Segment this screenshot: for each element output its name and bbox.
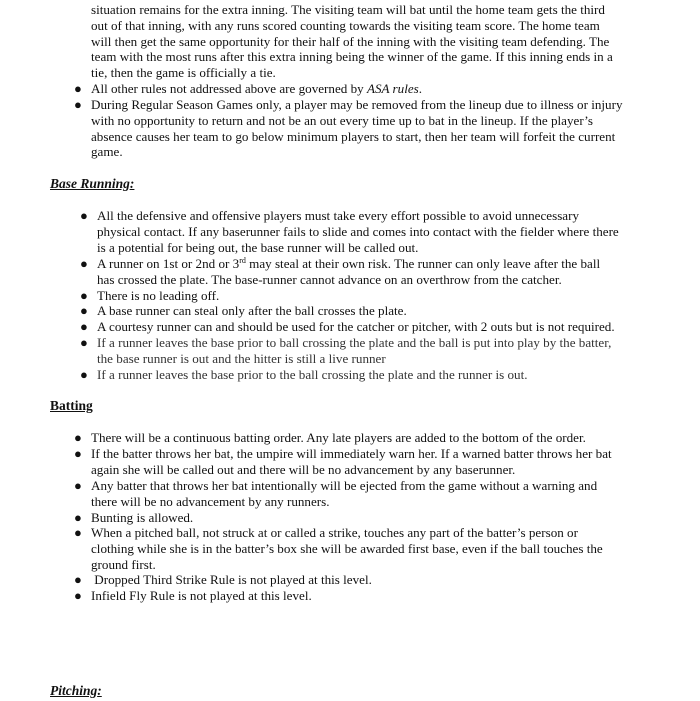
bullet-icon: ● [80, 208, 88, 223]
text-line: absence causes her team to go below minimum players to start, then her team will forfeit the current [91, 128, 616, 144]
text-line: tie, then the game is officially a tie. [91, 65, 276, 81]
list-item [97, 208, 619, 255]
list-item [97, 288, 219, 304]
text-line: Any batter that throws her bat intentionally will be ejected from the game without a warning and [91, 478, 598, 493]
list-item [97, 319, 615, 335]
text-line: again she will be called out and there will be no advancement by any baserunner. [91, 461, 516, 477]
asa-rules-emphasis: ASA rules [366, 81, 419, 96]
list-item [91, 81, 422, 97]
text-line: situation remains for the extra inning. The visiting team will bat until the home team gets the third [91, 2, 605, 17]
asa-rules-text: All other rules not addressed above are governed by [91, 81, 367, 96]
text-line: ground first. [91, 556, 156, 572]
text-line: A base runner can steal only after the ball crosses the plate. [97, 303, 407, 318]
list-item [97, 256, 600, 288]
bullet-icon: ● [74, 588, 82, 603]
text-line: is a potential for being out, the base runner will be called out. [97, 239, 419, 255]
bullet-icon: ● [80, 288, 88, 303]
list-item [91, 430, 586, 446]
text-line: A courtesy runner can and should be used for the catcher or pitcher, with 2 outs but is not required. [97, 319, 615, 334]
bullet-icon: ● [74, 97, 82, 112]
list-item [91, 478, 597, 510]
text-line: the base runner is out and the hitter is still a live runner [97, 350, 386, 366]
text-line: Bunting is allowed. [91, 510, 194, 525]
text-line: When a pitched ball, not struck at or called a strike, touches any part of the batter’s person or [91, 525, 578, 540]
bullet-icon: ● [80, 335, 88, 350]
bullet-icon: ● [74, 510, 82, 525]
pitching-heading: Pitching: [50, 683, 102, 698]
text-line: has crossed the plate. The base-runner cannot advance on an overthrow from the catcher. [97, 271, 562, 287]
text-line: If a runner leaves the base prior to ball crossing the plate and the ball is put into play by the batter, [97, 335, 612, 350]
text-line: All the defensive and offensive players must take every effort possible to avoid unnecessary [97, 208, 580, 223]
list-item [91, 588, 312, 604]
text-line: Dropped Third Strike Rule is not played at this level. [91, 572, 372, 587]
extra-inning-paragraph [91, 2, 613, 81]
text-line: During Regular Season Games only, a player may be removed from the lineup due to illness or injury [91, 97, 623, 112]
text-line: with no opportunity to return and not be an out every time up to bat in the lineup. If the player’s [91, 112, 593, 128]
text-line: There will be a continuous batting order. Any late players are added to the bottom of the order. [91, 430, 586, 445]
list-item [91, 97, 623, 160]
list-item [91, 446, 612, 478]
list-item [97, 303, 407, 319]
text-line: If a runner leaves the base prior to the ball crossing the plate and the runner is out. [97, 367, 528, 382]
bullet-icon: ● [74, 572, 82, 587]
bullet-icon: ● [74, 81, 82, 96]
text-line: If the batter throws her bat, the umpire will immediately warn her. If a warned batter throws her bat [91, 446, 612, 461]
bullet-icon: ● [74, 478, 82, 493]
text-line: there will be no advancement by any runners. [91, 493, 330, 509]
text-line: out of that inning, with any runs scored counting towards the visiting team score. The home team [91, 17, 600, 33]
text-line: physical contact. If any baserunner fails to slide and comes into contact with the fielder where there [97, 223, 619, 239]
list-item [97, 367, 528, 383]
list-item [91, 510, 193, 526]
ordinal-suffix: rd [239, 256, 246, 265]
bullet-icon: ● [80, 367, 88, 382]
punctuation: . [418, 81, 423, 96]
base-running-heading: Base Running: [50, 176, 135, 191]
list-item [91, 572, 372, 588]
bullet-icon: ● [80, 319, 88, 334]
list-item [91, 525, 603, 572]
bullet-icon: ● [74, 446, 82, 461]
text-line: There is no leading off. [97, 288, 220, 303]
text-line: Infield Fly Rule is not played at this level. [91, 588, 312, 603]
bullet-icon: ● [80, 303, 88, 318]
steal-rule-text: may steal at their own risk. The runner can only leave after the ball [245, 256, 601, 271]
list-item [97, 335, 611, 367]
bullet-icon: ● [74, 525, 82, 540]
steal-rule-text: A runner on 1st or 2nd or 3 [97, 256, 240, 271]
text-line: team with the most runs after this extra inning being the winner of the game. If this inning ends in a [91, 49, 613, 65]
batting-heading: Batting [50, 398, 93, 413]
text-line: game. [91, 144, 123, 160]
text-line: clothing while she is in the batter’s box she will be awarded first base, even if the ball touches the [91, 540, 603, 556]
bullet-icon: ● [80, 256, 88, 271]
bullet-icon: ● [74, 430, 82, 445]
text-line: will then get the same opportunity for their half of the inning with the visiting team defending. The [91, 33, 610, 49]
